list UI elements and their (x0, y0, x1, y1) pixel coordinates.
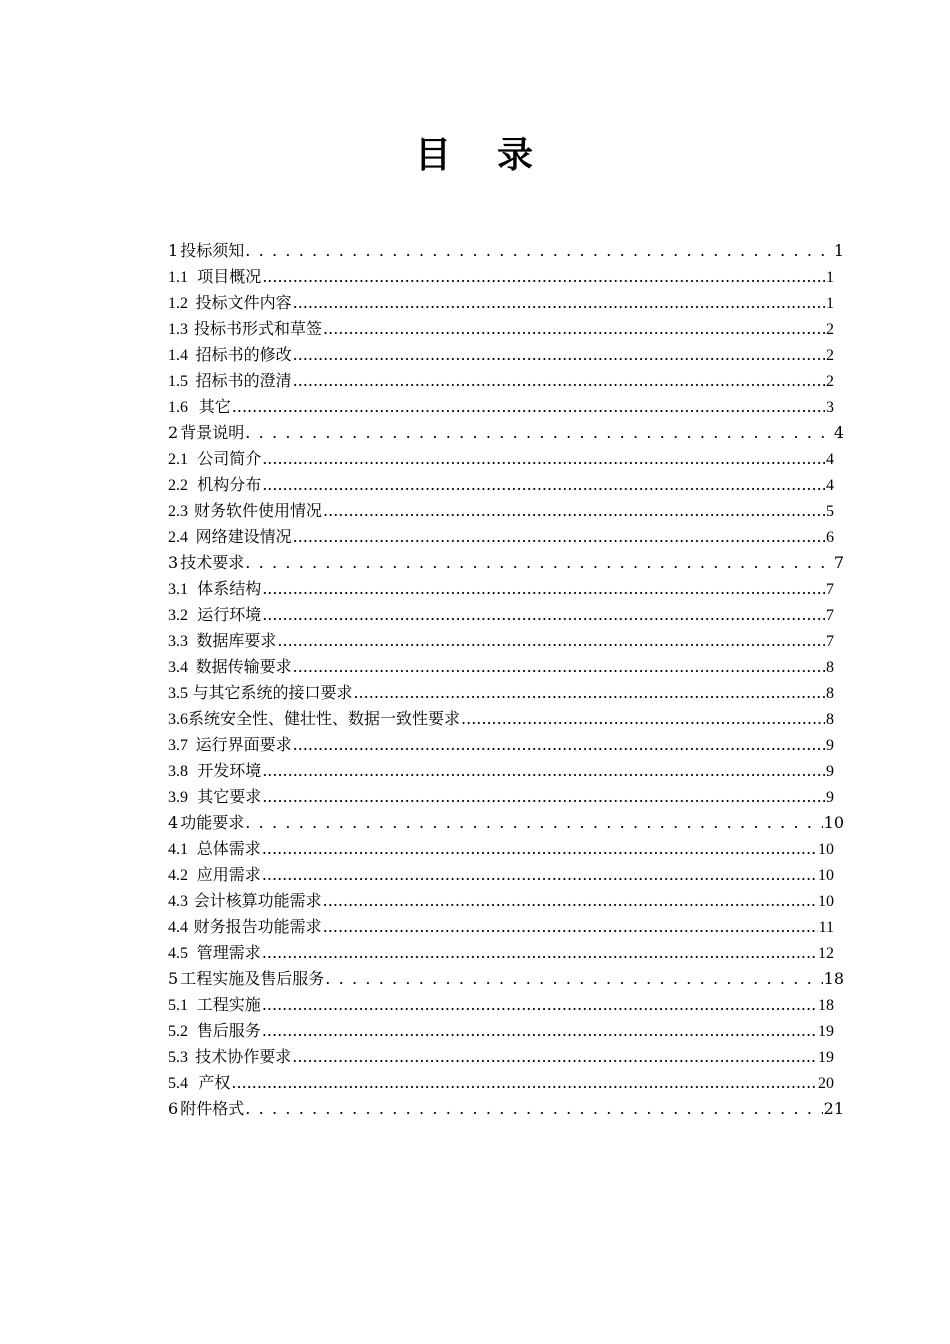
toc-entry-page-number: 10 (818, 841, 834, 858)
toc-entry-title: 售后服务 (196, 1021, 261, 1040)
toc-dot-leader (262, 1018, 817, 1044)
toc-entry-section[interactable] (168, 472, 844, 498)
toc-entry-title: 工程实施 (196, 995, 261, 1014)
toc-entry-section[interactable] (168, 290, 844, 316)
toc-entry-title: 项目概况 (197, 267, 262, 286)
toc-entry-number: 2.4 (168, 529, 188, 546)
toc-entry-page-number: 10 (818, 893, 834, 910)
toc-entry-page-number: 18 (818, 997, 834, 1014)
toc-entry-number: 5.1 (168, 997, 188, 1014)
toc-entry-title: 体系结构 (197, 579, 262, 598)
toc-entry-page-number: 2 (826, 347, 834, 364)
toc-entry-title: 公司简介 (197, 449, 262, 468)
toc-entry-page-number: 7 (826, 633, 834, 650)
toc-entry-title: 招标书的澄清 (195, 371, 292, 390)
toc-dot-leader (353, 680, 825, 706)
toc-entry-number: 3.4 (168, 659, 188, 676)
toc-entry-section[interactable] (168, 992, 844, 1018)
toc-entry-title: 投标文件内容 (195, 293, 292, 312)
toc-dot-leader (293, 524, 825, 550)
toc-entry-section[interactable] (168, 784, 844, 810)
page-title (0, 130, 950, 180)
toc-entry-section[interactable] (168, 888, 844, 914)
toc-entry-title: 功能要求 (180, 813, 245, 832)
toc-entry-chapter[interactable] (168, 238, 844, 264)
toc-entry-page-number: 10 (823, 813, 844, 832)
toc-entry-chapter[interactable] (168, 966, 844, 992)
toc-entry-title: 会计核算功能需求 (193, 891, 322, 910)
toc-entry-section[interactable] (168, 758, 844, 784)
toc-dot-leader (262, 576, 825, 602)
toc-entry-title: 与其它系统的接口要求 (192, 683, 353, 702)
toc-entry-section[interactable] (168, 654, 844, 680)
toc-entry-page-number: 1 (833, 241, 844, 260)
toc-entry-number: 3.1 (168, 581, 188, 598)
toc-entry-page-number: 11 (818, 919, 834, 936)
toc-entry-section[interactable] (168, 1044, 844, 1070)
toc-entry-page-number: 8 (826, 659, 834, 676)
toc-entry-title: 技术协作要求 (195, 1047, 292, 1066)
toc-entry-section[interactable] (168, 316, 844, 342)
toc-entry-title: 其它 (198, 397, 231, 416)
toc-dot-leader (262, 992, 817, 1018)
toc-dot-leader (231, 1070, 817, 1096)
toc-entry-number: 2.3 (168, 503, 188, 520)
toc-entry-number: 3.7 (168, 737, 188, 754)
toc-entry-section[interactable] (168, 602, 844, 628)
toc-entry-title: 运行界面要求 (195, 735, 292, 754)
toc-entry-number: 5.4 (168, 1075, 188, 1092)
toc-dot-leader (245, 550, 833, 576)
table-of-contents (168, 238, 844, 1122)
toc-entry-page-number: 19 (818, 1049, 834, 1066)
toc-entry-title: 应用需求 (196, 865, 261, 884)
toc-entry-page-number: 20 (818, 1075, 834, 1092)
toc-dot-leader (293, 290, 825, 316)
toc-dot-leader (262, 758, 825, 784)
toc-entry-number: 6 (168, 1099, 179, 1118)
toc-dot-leader (245, 420, 833, 446)
toc-dot-leader (293, 654, 825, 680)
toc-entry-number: 5.2 (168, 1023, 188, 1040)
toc-entry-title: 招标书的修改 (195, 345, 292, 364)
toc-dot-leader (262, 836, 817, 862)
toc-entry-number: 3.5 (168, 685, 188, 702)
page-title-part2: 录 (497, 134, 536, 176)
toc-dot-leader (293, 732, 825, 758)
toc-entry-section[interactable] (168, 940, 844, 966)
toc-dot-leader (232, 394, 825, 420)
toc-entry-page-number: 8 (826, 685, 834, 702)
toc-entry-title: 运行环境 (197, 605, 262, 624)
toc-entry-page-number: 12 (818, 945, 834, 962)
toc-entry-number: 1.6 (168, 399, 188, 416)
toc-dot-leader (262, 446, 825, 472)
toc-dot-leader (262, 472, 825, 498)
toc-entry-title: 产权 (198, 1073, 231, 1092)
toc-entry-title: 数据库要求 (196, 631, 277, 650)
toc-entry-section[interactable] (168, 628, 844, 654)
toc-entry-number: 2.2 (168, 477, 188, 494)
toc-entry-section[interactable] (168, 732, 844, 758)
toc-entry-page-number: 6 (826, 529, 834, 546)
toc-dot-leader (245, 810, 822, 836)
toc-entry-number: 4 (168, 813, 179, 832)
toc-dot-leader (293, 342, 825, 368)
toc-entry-number: 4.4 (168, 919, 188, 936)
toc-dot-leader (262, 862, 817, 888)
toc-entry-page-number: 7 (833, 553, 844, 572)
toc-entry-title: 管理需求 (196, 943, 261, 962)
toc-entry-page-number: 4 (826, 451, 834, 468)
toc-entry-page-number: 7 (826, 607, 834, 624)
toc-entry-chapter[interactable] (168, 550, 844, 576)
toc-entry-page-number: 10 (818, 867, 834, 884)
toc-dot-leader (262, 940, 817, 966)
toc-entry-section[interactable] (168, 576, 844, 602)
toc-entry-page-number: 19 (818, 1023, 834, 1040)
toc-entry-section[interactable] (168, 264, 844, 290)
toc-entry-title: 附件格式 (180, 1099, 245, 1118)
toc-entry-number: 4.2 (168, 867, 188, 884)
toc-entry-title: 工程实施及售后服务 (180, 969, 325, 988)
toc-entry-section[interactable] (168, 680, 844, 706)
toc-entry-number: 2 (168, 423, 179, 442)
toc-entry-page-number: 1 (826, 295, 834, 312)
toc-dot-leader (461, 706, 825, 732)
toc-entry-number: 5.3 (168, 1049, 188, 1066)
toc-entry-section[interactable] (168, 1070, 844, 1096)
toc-entry-page-number: 1 (826, 269, 834, 286)
toc-entry-page-number: 7 (826, 581, 834, 598)
toc-entry-page-number: 18 (823, 969, 844, 988)
toc-entry-number: 4.1 (168, 841, 188, 858)
toc-dot-leader (325, 966, 822, 992)
toc-entry-page-number: 5 (826, 503, 834, 520)
toc-entry-number: 3.3 (168, 633, 188, 650)
toc-entry-title: 其它要求 (197, 787, 262, 806)
toc-entry-number: 3.8 (168, 763, 188, 780)
toc-entry-number: 1.5 (168, 373, 188, 390)
toc-entry-title: 财务软件使用情况 (194, 501, 323, 520)
page-title-part1: 目 (414, 134, 453, 176)
toc-entry-title: 数据传输要求 (195, 657, 292, 676)
toc-entry-number: 3 (168, 553, 179, 572)
toc-dot-leader (262, 784, 825, 810)
toc-entry-section[interactable] (168, 862, 844, 888)
toc-entry-page-number: 3 (826, 399, 834, 416)
toc-dot-leader (323, 316, 825, 342)
toc-entry-page-number: 21 (823, 1099, 844, 1118)
toc-entry-number: 3.6 (168, 711, 188, 728)
toc-entry-section[interactable] (168, 498, 844, 524)
toc-dot-leader (262, 264, 825, 290)
toc-entry-title: 系统安全性、健壮性、数据一致性要求 (188, 709, 461, 728)
toc-entry-page-number: 9 (826, 737, 834, 754)
toc-entry-section[interactable] (168, 446, 844, 472)
toc-entry-title: 总体需求 (196, 839, 261, 858)
toc-entry-section[interactable] (168, 342, 844, 368)
toc-entry-number: 3.9 (168, 789, 188, 806)
toc-entry-number: 1.1 (168, 269, 188, 286)
toc-entry-section[interactable] (168, 524, 844, 550)
toc-entry-title: 背景说明 (180, 423, 245, 442)
toc-entry-number: 1.4 (168, 347, 188, 364)
toc-dot-leader (323, 914, 818, 940)
toc-dot-leader (277, 628, 825, 654)
toc-dot-leader (292, 1044, 817, 1070)
toc-dot-leader (323, 888, 817, 914)
toc-entry-section[interactable] (168, 1018, 844, 1044)
toc-entry-number: 5 (168, 969, 179, 988)
toc-entry-section[interactable] (168, 706, 844, 732)
toc-entry-section[interactable] (168, 368, 844, 394)
toc-entry-chapter[interactable] (168, 810, 844, 836)
toc-entry-number: 1.2 (168, 295, 188, 312)
toc-entry-number: 4.5 (168, 945, 188, 962)
toc-entry-page-number: 8 (826, 711, 834, 728)
toc-dot-leader (245, 238, 833, 264)
toc-entry-number: 1.3 (168, 321, 188, 338)
toc-entry-title: 开发环境 (197, 761, 262, 780)
toc-entry-title: 技术要求 (180, 553, 245, 572)
toc-entry-chapter[interactable] (168, 1096, 844, 1122)
toc-entry-page-number: 4 (833, 423, 844, 442)
toc-entry-section[interactable] (168, 394, 844, 420)
toc-entry-chapter[interactable] (168, 420, 844, 446)
toc-dot-leader (323, 498, 825, 524)
toc-entry-title: 投标须知 (180, 241, 245, 260)
toc-entry-title: 网络建设情况 (195, 527, 292, 546)
toc-dot-leader (293, 368, 825, 394)
toc-entry-title: 投标书形式和草签 (194, 319, 323, 338)
toc-entry-title: 财务报告功能需求 (193, 917, 322, 936)
toc-entry-section[interactable] (168, 836, 844, 862)
toc-entry-number: 3.2 (168, 607, 188, 624)
toc-entry-section[interactable] (168, 914, 844, 940)
toc-entry-page-number: 2 (826, 373, 834, 390)
toc-entry-number: 2.1 (168, 451, 188, 468)
toc-entry-number: 1 (168, 241, 179, 260)
toc-dot-leader (245, 1096, 822, 1122)
toc-dot-leader (262, 602, 825, 628)
toc-entry-page-number: 2 (826, 321, 834, 338)
toc-entry-title: 机构分布 (197, 475, 262, 494)
toc-entry-number: 4.3 (168, 893, 188, 910)
toc-entry-page-number: 9 (826, 763, 834, 780)
toc-entry-page-number: 9 (826, 789, 834, 806)
toc-entry-page-number: 4 (826, 477, 834, 494)
